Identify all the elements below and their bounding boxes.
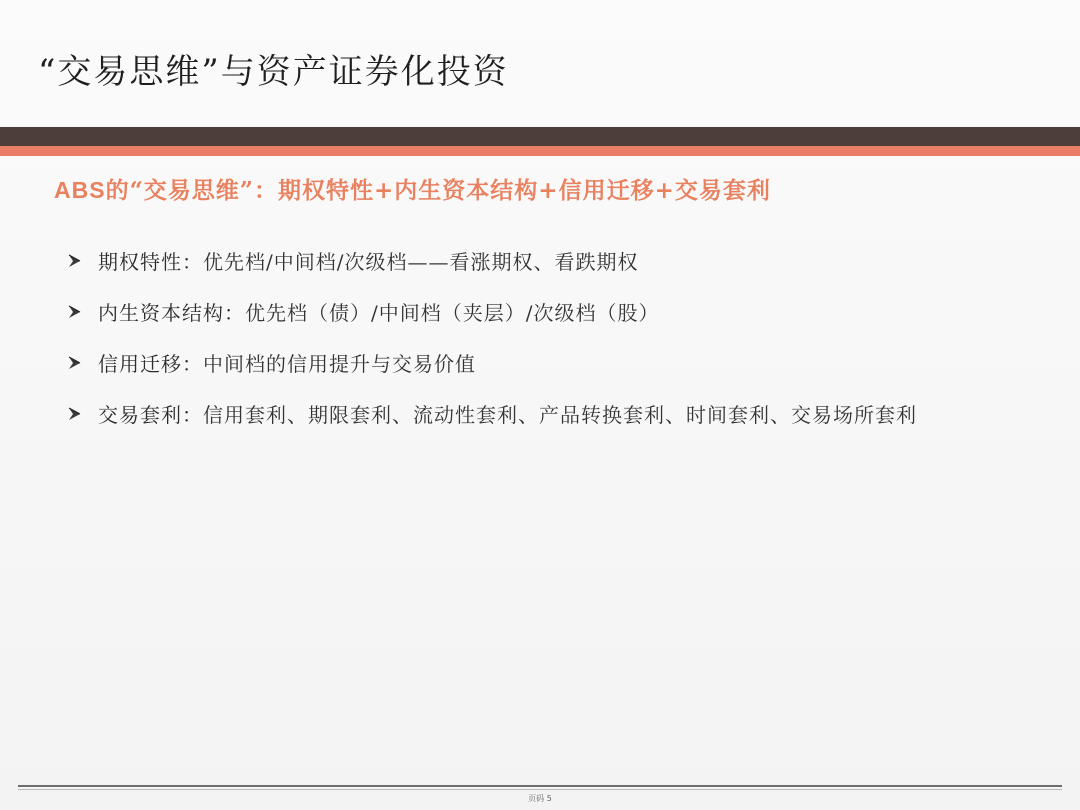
bullet-list [62,235,917,439]
bullet-item [62,337,917,388]
bullet-item [62,286,917,337]
bullet-description: 优先档/中间档/次级档——看涨期权、看跌期权 [203,250,639,274]
slide-title: “交易思维”与资产证券化投资 [38,52,509,92]
subtitle-text: 的“交易思维”：期权特性+内生资本结构+信用迁移+交易套利 [105,177,771,204]
arrow-bullet-icon [62,249,86,273]
slide-subtitle [54,172,771,205]
bullet-term: 期权特性： [98,250,203,274]
footer-divider [18,785,1062,787]
subtitle-prefix: ABS [54,177,106,203]
page-number: 页码 5 [528,794,552,803]
arrow-bullet-icon [62,300,86,324]
footer-divider-thin [18,789,1062,790]
header-dark-band [0,127,1080,146]
header-accent-band [0,146,1080,156]
arrow-bullet-icon [62,351,86,375]
bullet-term: 内生资本结构： [98,301,245,325]
bullet-item [62,388,917,439]
bullet-description: 信用套利、期限套利、流动性套利、产品转换套利、时间套利、交易场所套利 [203,403,917,427]
bullet-term: 交易套利： [98,403,203,427]
bullet-description: 优先档（债）/中间档（夹层）/次级档（股） [245,301,660,325]
arrow-bullet-icon [62,402,86,426]
bullet-item [62,235,917,286]
bullet-description: 中间档的信用提升与交易价值 [203,352,476,376]
bullet-term: 信用迁移： [98,352,203,376]
